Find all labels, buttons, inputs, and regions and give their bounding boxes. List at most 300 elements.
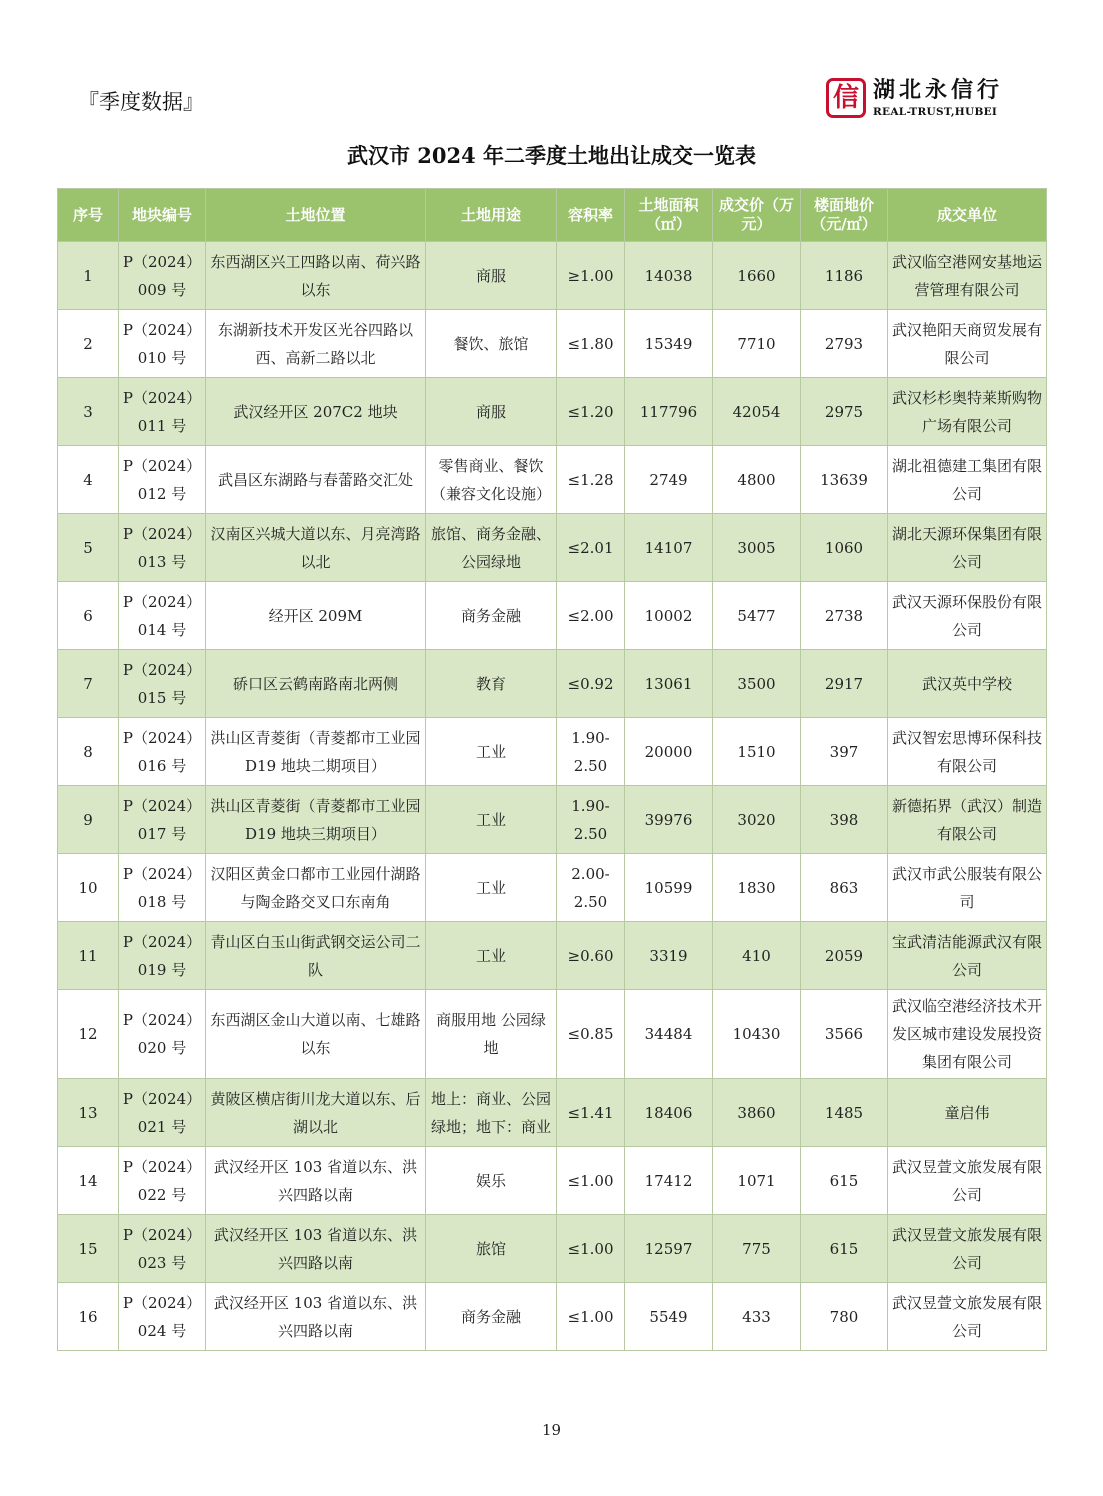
cell-location <box>206 242 426 310</box>
cell-usage <box>426 446 557 514</box>
cell-plot-id-text: P（2024）024 号 <box>122 1293 202 1340</box>
cell-index <box>58 446 119 514</box>
cell-usage <box>426 854 557 922</box>
table-row <box>58 1079 1047 1147</box>
cell-price-text: 42054 <box>732 402 781 421</box>
cell-usage-text: 地上：商业、公园绿地；地下：商业 <box>430 1089 551 1136</box>
cell-price-text: 410 <box>742 946 771 965</box>
cell-area <box>625 1079 713 1147</box>
cell-area <box>625 310 713 378</box>
cell-area-text: 18406 <box>644 1103 693 1122</box>
cell-plot-ratio-text: ≤1.00 <box>567 1171 614 1190</box>
cell-index <box>58 922 119 990</box>
cell-index-text: 7 <box>83 674 93 693</box>
cell-floor-price <box>801 582 888 650</box>
cell-price <box>713 1079 801 1147</box>
cell-usage <box>426 718 557 786</box>
cell-usage-text: 商务金融 <box>460 1307 521 1326</box>
cell-floor-price-text: 1186 <box>824 266 864 285</box>
cell-usage-text: 工业 <box>475 878 506 897</box>
cell-buyer-text: 武汉智宏思博环保科技有限公司 <box>891 728 1042 775</box>
cell-buyer-text: 武汉市武公服装有限公司 <box>891 864 1042 911</box>
cell-index-text: 16 <box>78 1307 98 1326</box>
cell-buyer <box>888 582 1047 650</box>
cell-area-text: 2749 <box>649 470 688 489</box>
cell-plot-ratio-text: 2.00-2.50 <box>571 864 610 911</box>
cell-plot-id-text: P（2024）015 号 <box>122 660 202 707</box>
cell-plot-id <box>119 650 206 718</box>
cell-usage-text: 教育 <box>475 674 506 693</box>
cell-area-text: 3319 <box>649 946 688 965</box>
cell-plot-id <box>119 514 206 582</box>
cell-plot-ratio-text: ≤1.41 <box>567 1103 614 1122</box>
cell-buyer-text: 宝武清洁能源武汉有限公司 <box>891 932 1042 979</box>
cell-floor-price <box>801 1079 888 1147</box>
cell-price <box>713 922 801 990</box>
cell-area <box>625 242 713 310</box>
cell-plot-id <box>119 990 206 1079</box>
table-row <box>58 650 1047 718</box>
cell-plot-ratio <box>557 446 625 514</box>
cell-plot-ratio <box>557 310 625 378</box>
cell-plot-ratio <box>557 1079 625 1147</box>
cell-price <box>713 378 801 446</box>
cell-floor-price <box>801 446 888 514</box>
table-body <box>58 242 1047 1351</box>
cell-usage <box>426 990 557 1079</box>
cell-plot-id <box>119 854 206 922</box>
cell-index-text: 13 <box>78 1103 98 1122</box>
cell-area-text: 20000 <box>644 742 693 761</box>
cell-plot-id <box>119 1147 206 1215</box>
cell-plot-ratio <box>557 854 625 922</box>
cell-usage-text: 零售商业、餐饮（兼容文化设施） <box>430 456 551 503</box>
table-row <box>58 1215 1047 1283</box>
cell-buyer <box>888 378 1047 446</box>
table-row <box>58 310 1047 378</box>
cell-price <box>713 446 801 514</box>
cell-location <box>206 582 426 650</box>
cell-plot-id-text: P（2024）012 号 <box>122 456 202 503</box>
cell-plot-id-text: P（2024）016 号 <box>122 728 202 775</box>
cell-index <box>58 1079 119 1147</box>
cell-plot-ratio <box>557 1147 625 1215</box>
cell-location-text: 东西湖区兴工四路以南、荷兴路以东 <box>210 252 421 299</box>
cell-price <box>713 990 801 1079</box>
cell-buyer <box>888 1283 1047 1351</box>
cell-usage-text: 商务金融 <box>460 606 521 625</box>
cell-plot-id <box>119 1283 206 1351</box>
cell-usage <box>426 310 557 378</box>
cell-plot-id-text: P（2024）011 号 <box>122 388 202 435</box>
cell-price <box>713 310 801 378</box>
cell-plot-id <box>119 922 206 990</box>
cell-usage <box>426 1283 557 1351</box>
cell-floor-price <box>801 1215 888 1283</box>
cell-plot-id-text: P（2024）021 号 <box>122 1089 202 1136</box>
cell-usage <box>426 1147 557 1215</box>
cell-plot-ratio <box>557 582 625 650</box>
table-row <box>58 786 1047 854</box>
cell-floor-price-text: 13639 <box>820 470 868 489</box>
cell-plot-ratio-text: ≤1.80 <box>567 334 614 353</box>
col-header-index: 序号 <box>58 189 119 242</box>
cell-buyer <box>888 650 1047 718</box>
cell-usage-text: 娱乐 <box>475 1171 506 1190</box>
cell-plot-id-text: P（2024）022 号 <box>122 1157 202 1204</box>
cell-location-text: 洪山区青菱街（青菱都市工业园 D19 地块三期项目） <box>210 796 421 843</box>
cell-price <box>713 718 801 786</box>
cell-area-text: 39976 <box>644 810 693 829</box>
cell-buyer <box>888 1147 1047 1215</box>
cell-index <box>58 854 119 922</box>
cell-location <box>206 1079 426 1147</box>
table-row <box>58 854 1047 922</box>
cell-location <box>206 786 426 854</box>
cell-plot-ratio-text: ≤2.01 <box>567 538 614 557</box>
cell-plot-id-text: P（2024）014 号 <box>122 592 202 639</box>
cell-floor-price <box>801 650 888 718</box>
cell-index <box>58 582 119 650</box>
cell-plot-id <box>119 446 206 514</box>
cell-buyer-text: 童启伟 <box>944 1103 990 1122</box>
cell-location <box>206 650 426 718</box>
cell-location-text: 东湖新技术开发区光谷四路以西、高新二路以北 <box>217 320 413 367</box>
cell-price <box>713 786 801 854</box>
cell-plot-id-text: P（2024）009 号 <box>122 252 202 299</box>
cell-floor-price-text: 2917 <box>824 674 864 693</box>
cell-buyer-text: 武汉临空港网安基地运营管理有限公司 <box>891 252 1042 299</box>
cell-area <box>625 582 713 650</box>
cell-price-text: 433 <box>742 1307 771 1326</box>
cell-location <box>206 378 426 446</box>
cell-usage <box>426 650 557 718</box>
cell-buyer-text: 武汉昱萱文旅发展有限公司 <box>891 1157 1042 1204</box>
cell-index-text: 14 <box>78 1171 98 1190</box>
cell-index <box>58 718 119 786</box>
cell-usage <box>426 582 557 650</box>
cell-floor-price-text: 1485 <box>824 1103 864 1122</box>
logo-english-name: REAL-TRUST,HUBEI <box>873 106 998 118</box>
cell-plot-ratio-text: ≤0.92 <box>567 674 614 693</box>
cell-price-text: 775 <box>742 1239 771 1258</box>
cell-area <box>625 922 713 990</box>
cell-index-text: 4 <box>83 470 93 489</box>
cell-plot-id-text: P（2024）020 号 <box>122 1011 202 1057</box>
cell-index <box>58 650 119 718</box>
cell-area <box>625 1283 713 1351</box>
cell-area <box>625 786 713 854</box>
cell-buyer <box>888 310 1047 378</box>
cell-usage-text: 工业 <box>475 742 506 761</box>
cell-plot-ratio <box>557 786 625 854</box>
cell-plot-id-text: P（2024）019 号 <box>122 932 202 979</box>
cell-location <box>206 990 426 1079</box>
cell-index <box>58 990 119 1079</box>
cell-floor-price-text: 615 <box>829 1171 859 1190</box>
cell-floor-price-text: 3566 <box>824 1025 864 1043</box>
cell-plot-ratio-text: 1.90-2.50 <box>571 796 610 843</box>
cell-buyer <box>888 854 1047 922</box>
cell-price-text: 1830 <box>737 878 776 897</box>
cell-index <box>58 1215 119 1283</box>
cell-floor-price <box>801 514 888 582</box>
col-header-plot-id: 地块编号 <box>119 189 206 242</box>
cell-location-text: 洪山区青菱街（青菱都市工业园 D19 地块二期项目） <box>210 728 421 775</box>
section-tag: 『季度数据』 <box>78 90 204 114</box>
cell-location-text: 武汉经开区 103 省道以东、洪兴四路以南 <box>213 1225 418 1272</box>
cell-usage-text: 工业 <box>475 946 506 965</box>
cell-plot-id <box>119 1079 206 1147</box>
cell-area-text: 14107 <box>644 538 693 557</box>
cell-usage-text: 工业 <box>475 810 506 829</box>
cell-area-text: 10002 <box>644 606 693 625</box>
cell-area-text: 17412 <box>644 1171 693 1190</box>
cell-floor-price <box>801 1283 888 1351</box>
table-row <box>58 922 1047 990</box>
cell-usage-text: 商服用地 公园绿地 <box>436 1011 546 1057</box>
cell-area-text: 15349 <box>644 334 693 353</box>
cell-plot-id-text: P（2024）023 号 <box>122 1225 202 1272</box>
cell-floor-price-text: 2975 <box>824 402 864 421</box>
cell-price-text: 3860 <box>737 1103 776 1122</box>
cell-price-text: 3020 <box>737 810 776 829</box>
cell-plot-ratio-text: ≤1.00 <box>567 1307 614 1326</box>
cell-price <box>713 582 801 650</box>
cell-floor-price <box>801 310 888 378</box>
cell-usage-text: 旅馆、商务金融、公园绿地 <box>430 524 551 571</box>
cell-index <box>58 378 119 446</box>
cell-price <box>713 650 801 718</box>
cell-plot-id <box>119 786 206 854</box>
cell-area-text: 14038 <box>644 266 693 285</box>
cell-index-text: 9 <box>83 810 93 829</box>
cell-buyer-text: 武汉杉杉奥特莱斯购物广场有限公司 <box>891 388 1042 435</box>
cell-location-text: 武昌区东湖路与春蕾路交汇处 <box>217 470 413 489</box>
cell-index-text: 2 <box>83 334 93 353</box>
cell-floor-price <box>801 378 888 446</box>
cell-usage <box>426 922 557 990</box>
cell-floor-price <box>801 718 888 786</box>
cell-price <box>713 242 801 310</box>
cell-plot-id <box>119 1215 206 1283</box>
col-header-plot-ratio: 容积率 <box>557 189 625 242</box>
cell-location-text: 武汉经开区 103 省道以东、洪兴四路以南 <box>213 1293 418 1340</box>
cell-buyer-text: 武汉临空港经济技术开发区城市建设发展投资集团有限公司 <box>891 997 1042 1071</box>
cell-floor-price <box>801 1147 888 1215</box>
cell-index-text: 3 <box>83 402 93 421</box>
cell-plot-ratio <box>557 242 625 310</box>
cell-area <box>625 650 713 718</box>
cell-area <box>625 990 713 1079</box>
cell-price <box>713 854 801 922</box>
cell-usage <box>426 378 557 446</box>
cell-usage <box>426 1079 557 1147</box>
table-row <box>58 378 1047 446</box>
cell-floor-price-text: 1060 <box>824 538 864 557</box>
cell-location <box>206 310 426 378</box>
cell-usage <box>426 242 557 310</box>
cell-price-text: 7710 <box>737 334 776 353</box>
cell-plot-ratio-text: ≥1.00 <box>567 266 614 285</box>
cell-usage-text: 商服 <box>475 266 506 285</box>
cell-location-text: 经开区 209M <box>268 606 363 625</box>
cell-index-text: 1 <box>83 266 93 285</box>
cell-floor-price-text: 780 <box>829 1307 859 1326</box>
cell-area-text: 5549 <box>649 1307 688 1326</box>
table-title: 武汉市 2024 年二季度土地出让成交一览表 <box>346 143 757 168</box>
cell-floor-price-text: 397 <box>829 742 859 761</box>
col-header-location: 土地位置 <box>206 189 426 242</box>
cell-plot-ratio <box>557 922 625 990</box>
cell-buyer-text: 武汉昱萱文旅发展有限公司 <box>891 1293 1042 1340</box>
cell-plot-id-text: P（2024）018 号 <box>122 864 202 911</box>
logo-chinese-name: 湖北永信行 <box>873 78 1004 103</box>
cell-buyer <box>888 1215 1047 1283</box>
cell-area <box>625 1215 713 1283</box>
cell-plot-id <box>119 310 206 378</box>
table-row <box>58 514 1047 582</box>
cell-location <box>206 1215 426 1283</box>
cell-floor-price-text: 398 <box>829 810 859 829</box>
cell-plot-ratio <box>557 718 625 786</box>
cell-location <box>206 1283 426 1351</box>
col-header-usage: 土地用途 <box>426 189 557 242</box>
cell-index-text: 10 <box>78 878 98 897</box>
company-logo <box>826 76 1031 122</box>
cell-index <box>58 1147 119 1215</box>
table-row <box>58 582 1047 650</box>
cell-index-text: 12 <box>78 1025 98 1043</box>
cell-buyer-text: 湖北祖德建工集团有限公司 <box>891 456 1042 503</box>
cell-area <box>625 446 713 514</box>
cell-floor-price <box>801 242 888 310</box>
cell-location-text: 黄陂区横店街川龙大道以东、后湖以北 <box>210 1089 421 1136</box>
cell-price <box>713 1215 801 1283</box>
cell-plot-ratio-text: ≤2.00 <box>567 606 614 625</box>
cell-buyer <box>888 786 1047 854</box>
cell-plot-ratio <box>557 514 625 582</box>
cell-plot-id <box>119 242 206 310</box>
cell-price-text: 1071 <box>737 1171 776 1190</box>
cell-index-text: 8 <box>83 742 93 761</box>
cell-plot-ratio-text: ≤1.00 <box>567 1239 614 1258</box>
table-row <box>58 990 1047 1079</box>
cell-location <box>206 514 426 582</box>
cell-floor-price-text: 2738 <box>824 606 864 625</box>
cell-area <box>625 514 713 582</box>
cell-index <box>58 242 119 310</box>
cell-index <box>58 1283 119 1351</box>
cell-buyer <box>888 990 1047 1079</box>
table-row <box>58 1283 1047 1351</box>
page-number: 19 <box>541 1421 562 1439</box>
cell-price-text: 4800 <box>737 470 776 489</box>
col-header-floor-price: 楼面地价（元/㎡） <box>801 189 888 242</box>
cell-buyer <box>888 446 1047 514</box>
cell-price-text: 1660 <box>737 266 776 285</box>
cell-buyer-text: 武汉艳阳天商贸发展有限公司 <box>891 320 1042 367</box>
col-header-price: 成交价（万元） <box>713 189 801 242</box>
cell-location <box>206 718 426 786</box>
table-header-row <box>58 189 1047 242</box>
cell-price <box>713 514 801 582</box>
cell-plot-ratio <box>557 990 625 1079</box>
cell-location-text: 硚口区云鹤南路南北两侧 <box>232 674 398 693</box>
cell-plot-ratio-text: ≥0.60 <box>567 946 614 965</box>
cell-floor-price-text: 863 <box>829 878 859 897</box>
cell-price <box>713 1283 801 1351</box>
cell-area-text: 10599 <box>644 878 693 897</box>
cell-buyer <box>888 718 1047 786</box>
cell-buyer <box>888 242 1047 310</box>
cell-location <box>206 1147 426 1215</box>
land-transaction-table <box>57 188 1047 1351</box>
cell-usage-text: 旅馆 <box>475 1239 506 1258</box>
cell-floor-price <box>801 922 888 990</box>
cell-location-text: 武汉经开区 103 省道以东、洪兴四路以南 <box>213 1157 418 1204</box>
cell-index <box>58 514 119 582</box>
cell-usage <box>426 514 557 582</box>
cell-location <box>206 854 426 922</box>
cell-index <box>58 310 119 378</box>
cell-buyer <box>888 922 1047 990</box>
table-row <box>58 718 1047 786</box>
cell-floor-price-text: 2793 <box>824 334 864 353</box>
cell-location-text: 东西湖区金山大道以南、七雄路以东 <box>210 1011 421 1057</box>
cell-usage-text: 商服 <box>475 402 506 421</box>
cell-index-text: 15 <box>78 1239 98 1258</box>
cell-location-text: 汉阳区黄金口都市工业园什湖路与陶金路交叉口东南角 <box>210 864 421 911</box>
cell-buyer-text: 新德拓界（武汉）制造有限公司 <box>891 796 1042 843</box>
cell-location-text: 汉南区兴城大道以东、月亮湾路以北 <box>210 524 421 571</box>
cell-price-text: 1510 <box>737 742 776 761</box>
cell-area-text: 13061 <box>644 674 693 693</box>
cell-price <box>713 1147 801 1215</box>
cell-usage <box>426 786 557 854</box>
cell-plot-id <box>119 718 206 786</box>
cell-index-text: 5 <box>83 538 93 557</box>
cell-area-text: 12597 <box>644 1239 693 1258</box>
cell-floor-price <box>801 854 888 922</box>
cell-floor-price <box>801 786 888 854</box>
cell-plot-id-text: P（2024）013 号 <box>122 524 202 571</box>
cell-plot-id <box>119 378 206 446</box>
cell-buyer <box>888 514 1047 582</box>
cell-plot-ratio <box>557 378 625 446</box>
table-row <box>58 1147 1047 1215</box>
cell-plot-id-text: P（2024）010 号 <box>122 320 202 367</box>
cell-index-text: 11 <box>78 946 98 965</box>
cell-price-text: 10430 <box>732 1025 781 1043</box>
cell-plot-ratio-text: 1.90-2.50 <box>571 728 610 775</box>
cell-plot-ratio <box>557 1215 625 1283</box>
cell-plot-ratio-text: ≤1.20 <box>567 402 614 421</box>
cell-index-text: 6 <box>83 606 93 625</box>
cell-buyer-text: 武汉英中学校 <box>921 674 1012 693</box>
table-row <box>58 242 1047 310</box>
cell-plot-ratio <box>557 650 625 718</box>
cell-floor-price-text: 615 <box>829 1239 859 1258</box>
cell-plot-id-text: P（2024）017 号 <box>122 796 202 843</box>
cell-location-text: 青山区白玉山街武钢交运公司二队 <box>210 932 421 979</box>
table-row <box>58 446 1047 514</box>
cell-usage <box>426 1215 557 1283</box>
cell-usage-text: 餐饮、旅馆 <box>453 334 529 353</box>
cell-floor-price-text: 2059 <box>824 946 864 965</box>
cell-area-text: 117796 <box>639 402 698 421</box>
cell-area-text: 34484 <box>644 1025 693 1043</box>
